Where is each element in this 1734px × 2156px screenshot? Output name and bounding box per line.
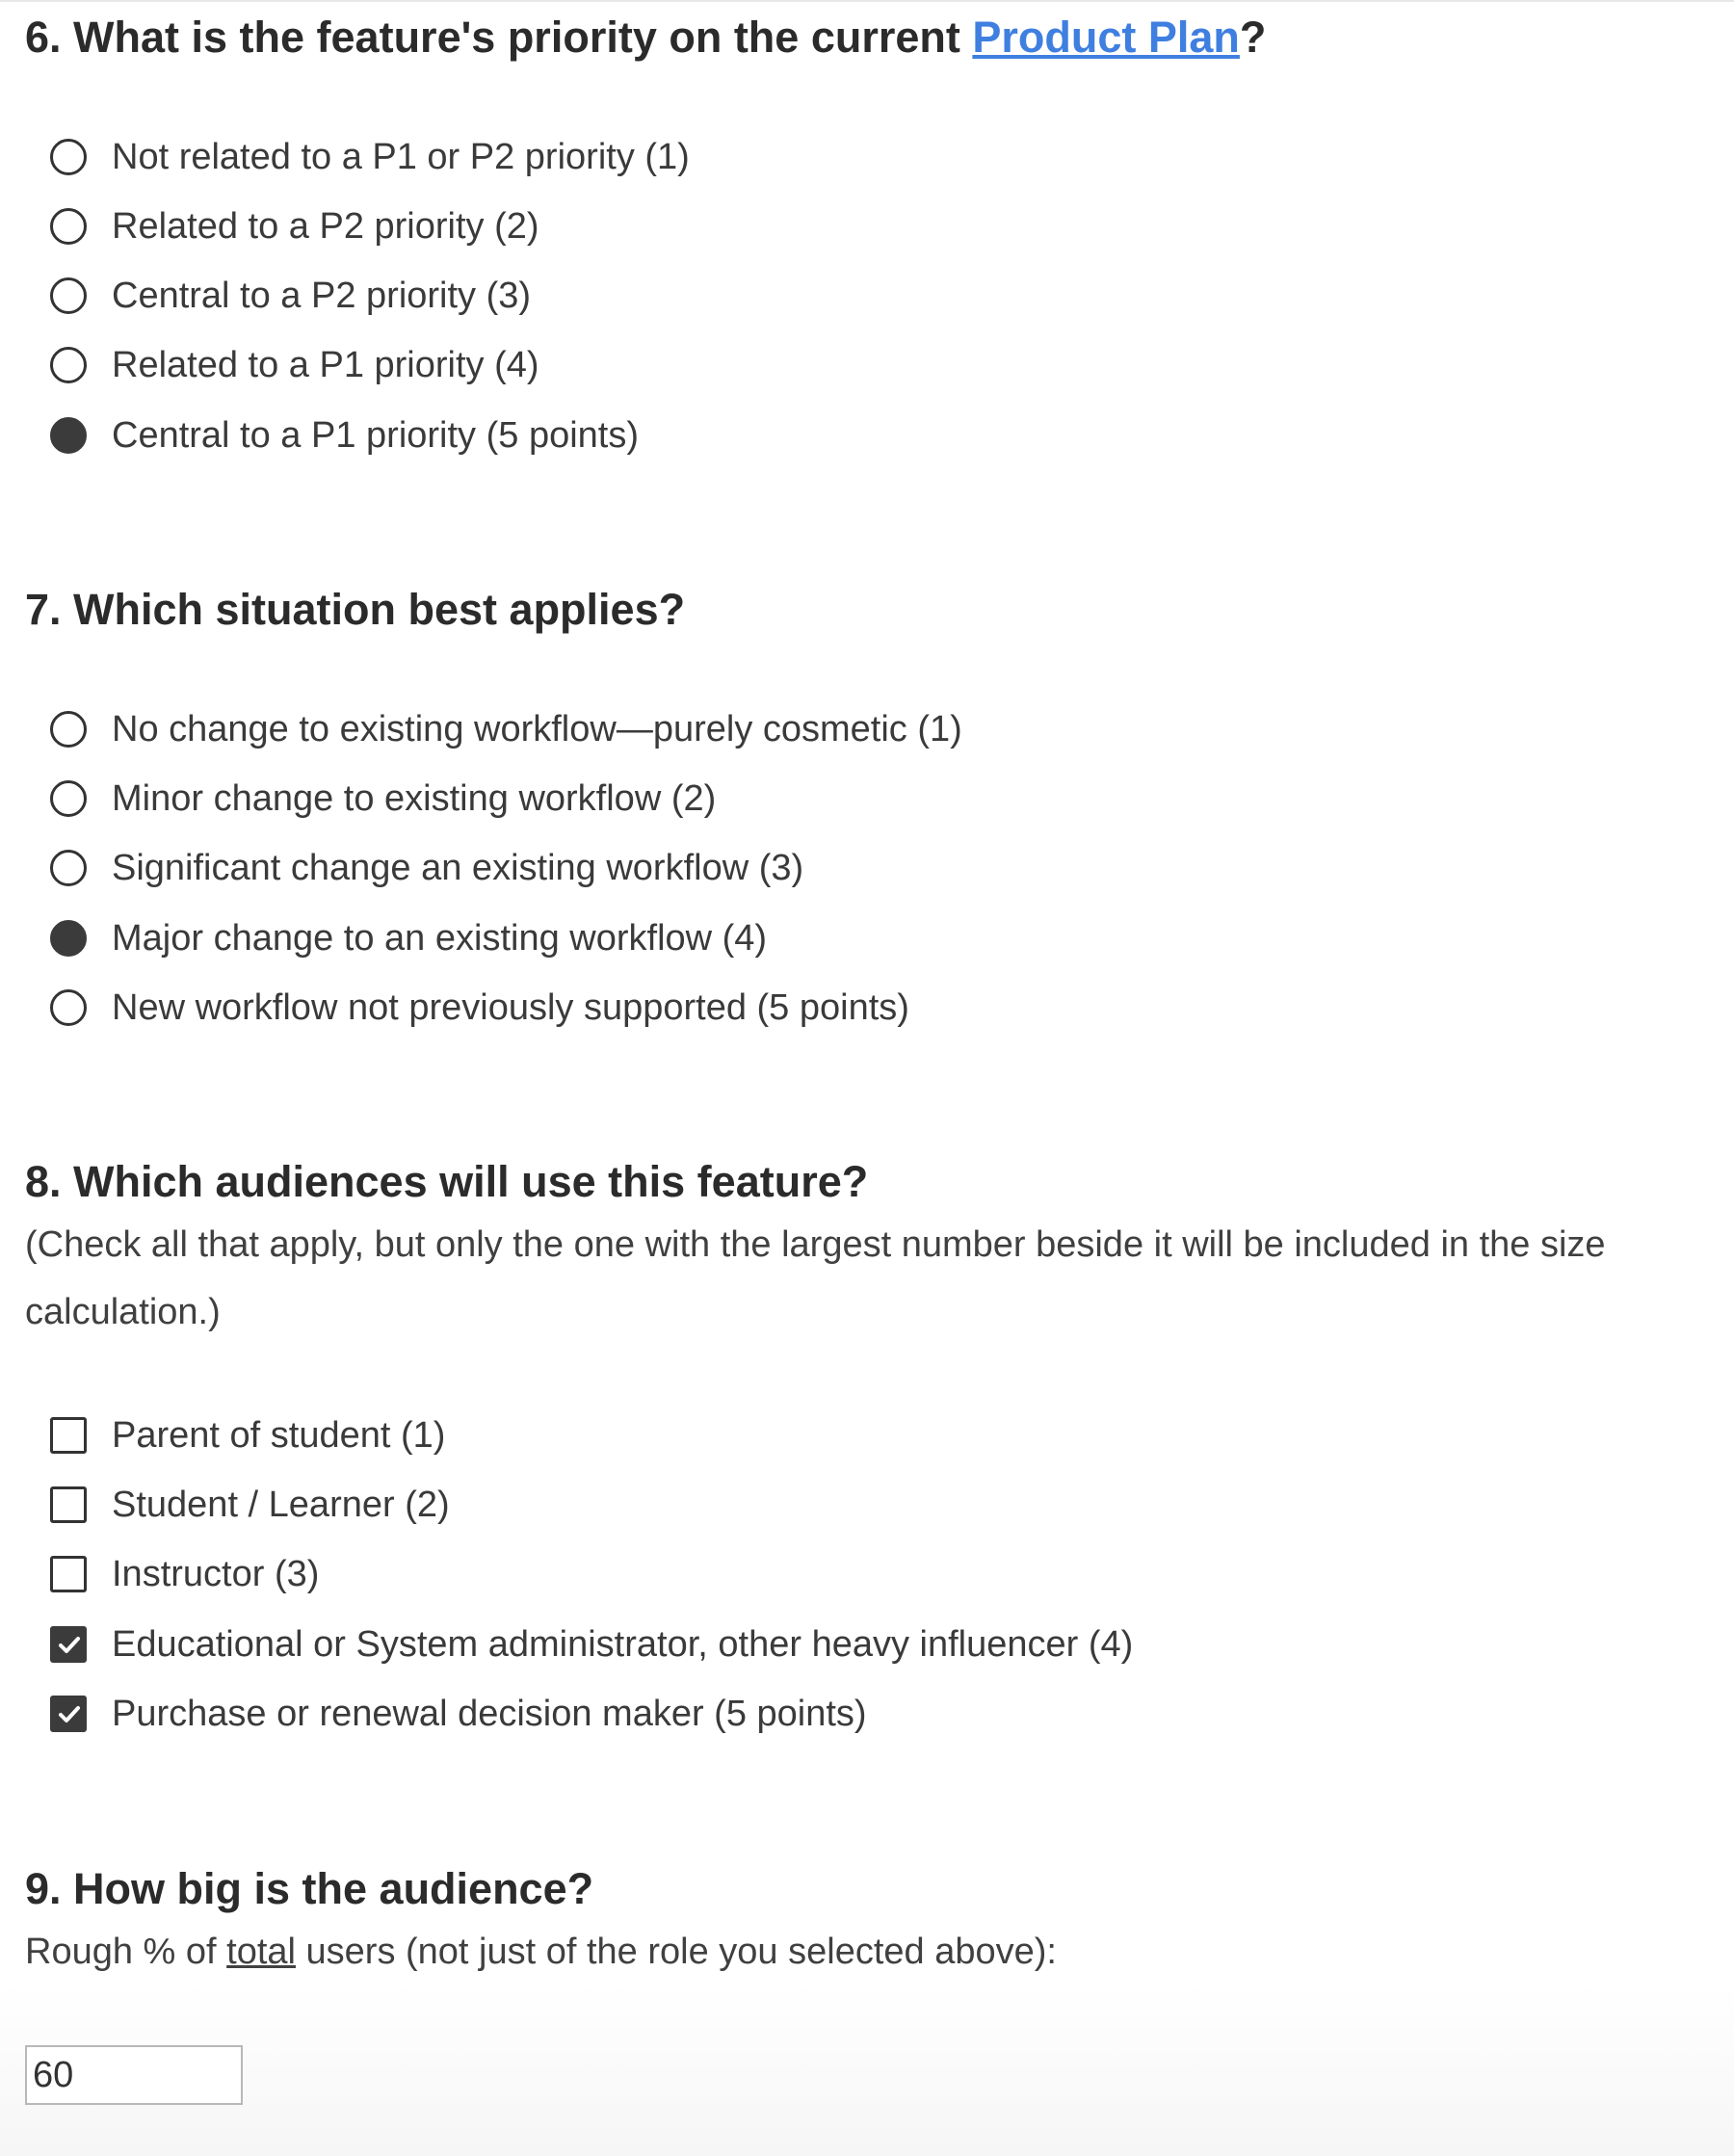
question-6-title bbox=[25, 13, 1721, 62]
radio-button[interactable] bbox=[50, 139, 87, 175]
question-9 bbox=[25, 1864, 1721, 1985]
option-label: Minor change to existing workflow (2) bbox=[112, 777, 717, 819]
q7-option-1[interactable] bbox=[25, 703, 962, 755]
q6-option-1[interactable] bbox=[25, 131, 690, 183]
option-label: Related to a P2 priority (2) bbox=[112, 205, 539, 247]
question-7-title: 7. Which situation best applies? bbox=[25, 585, 686, 634]
q6-option-5[interactable] bbox=[25, 409, 639, 461]
description-text-end: users (not just of the role you selected above): bbox=[295, 1932, 1057, 1972]
radio-button[interactable] bbox=[50, 850, 87, 886]
radio-button-selected[interactable] bbox=[50, 417, 87, 454]
radio-button[interactable] bbox=[50, 780, 87, 817]
option-label: Parent of student (1) bbox=[112, 1414, 446, 1456]
product-plan-link[interactable]: Product Plan bbox=[972, 13, 1240, 62]
question-9-description bbox=[25, 1918, 1721, 1985]
radio-button[interactable] bbox=[50, 208, 87, 245]
top-divider bbox=[0, 0, 1734, 2]
checkbox-checked[interactable] bbox=[50, 1696, 87, 1732]
q7-option-3[interactable] bbox=[25, 842, 803, 894]
q6-option-3[interactable] bbox=[25, 270, 531, 322]
question-8 bbox=[25, 1157, 1721, 1346]
option-label: Purchase or renewal decision maker (5 points) bbox=[112, 1693, 867, 1734]
option-label: Central to a P1 priority (5 points) bbox=[112, 414, 640, 456]
checkbox-checked[interactable] bbox=[50, 1626, 87, 1663]
description-text: Rough % of bbox=[25, 1932, 227, 1972]
option-label: Educational or System administrator, other heavy influencer (4) bbox=[112, 1623, 1134, 1665]
checkmark-icon bbox=[56, 1701, 83, 1728]
q8-option-1[interactable] bbox=[25, 1409, 445, 1461]
question-6-title-text: 6. What is the feature's priority on the current bbox=[25, 13, 973, 62]
q8-option-3[interactable] bbox=[25, 1548, 319, 1600]
radio-button[interactable] bbox=[50, 277, 87, 314]
option-label: Significant change an existing workflow (3) bbox=[112, 847, 804, 888]
q6-option-4[interactable] bbox=[25, 339, 539, 391]
question-8-title: 8. Which audiences will use this feature? bbox=[25, 1157, 869, 1206]
option-label: Instructor (3) bbox=[112, 1553, 320, 1594]
q7-option-2[interactable] bbox=[25, 773, 716, 825]
question-6-title-suffix: ? bbox=[1239, 13, 1267, 62]
option-label: Related to a P1 priority (4) bbox=[112, 344, 539, 385]
radio-button[interactable] bbox=[50, 989, 87, 1026]
option-label: No change to existing workflow—purely cosmetic (1) bbox=[112, 708, 962, 749]
option-label: Not related to a P1 or P2 priority (1) bbox=[112, 136, 690, 177]
checkbox[interactable] bbox=[50, 1417, 87, 1454]
description-emphasis: total bbox=[226, 1932, 296, 1972]
question-7 bbox=[25, 585, 1721, 634]
radio-button[interactable] bbox=[50, 347, 87, 383]
option-label: Central to a P2 priority (3) bbox=[112, 275, 532, 316]
radio-button-selected[interactable] bbox=[50, 920, 87, 957]
checkbox[interactable] bbox=[50, 1486, 87, 1523]
question-8-description: (Check all that apply, but only the one with the largest number beside it will be included in the size calculation.) bbox=[25, 1224, 1606, 1332]
question-9-title: 9. How big is the audience? bbox=[25, 1864, 594, 1913]
checkbox[interactable] bbox=[50, 1556, 87, 1592]
question-6 bbox=[25, 13, 1721, 62]
option-label: Student / Learner (2) bbox=[112, 1484, 450, 1525]
checkmark-icon bbox=[56, 1632, 83, 1659]
radio-button[interactable] bbox=[50, 711, 87, 748]
q8-option-5[interactable] bbox=[25, 1688, 867, 1740]
q6-option-2[interactable] bbox=[25, 200, 539, 252]
q7-option-5[interactable] bbox=[25, 982, 909, 1034]
option-label: Major change to an existing workflow (4) bbox=[112, 917, 768, 959]
q8-option-2[interactable] bbox=[25, 1479, 450, 1531]
option-label: New workflow not previously supported (5 points) bbox=[112, 986, 909, 1028]
q7-option-4[interactable] bbox=[25, 912, 767, 964]
audience-percent-input[interactable] bbox=[25, 2045, 243, 2105]
q8-option-4[interactable] bbox=[25, 1618, 1133, 1670]
